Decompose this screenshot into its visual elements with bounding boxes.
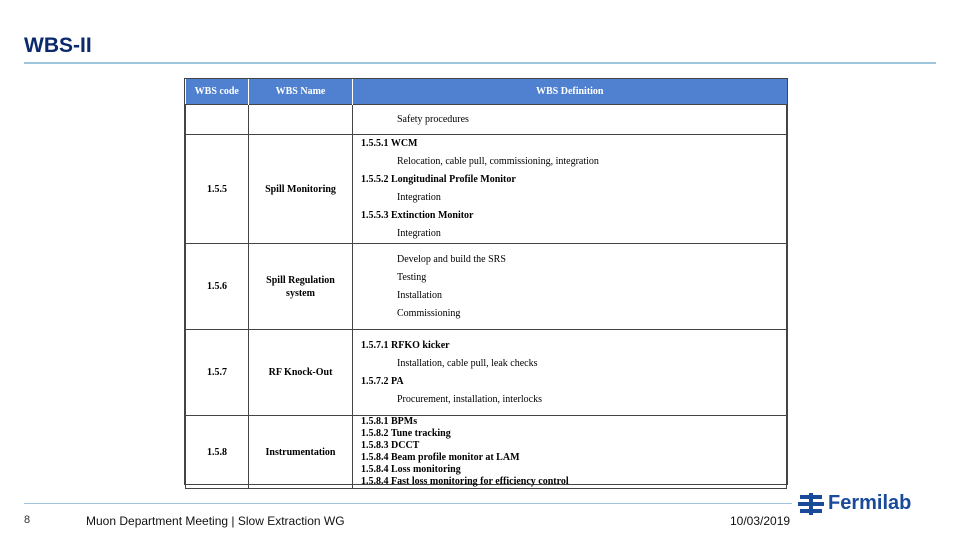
wbs-definition-cell xyxy=(353,416,787,489)
page-number: 8 xyxy=(24,514,31,526)
wbs-code-cell: 1.5.8 xyxy=(186,416,249,489)
definition-subitem: 1.5.8.2 Tune tracking xyxy=(361,428,451,439)
definition-detail: Safety procedures xyxy=(397,113,469,125)
wbs-code-cell: 1.5.6 xyxy=(186,244,249,330)
wbs-definition-cell xyxy=(353,135,787,244)
wbs-definition-cell xyxy=(353,330,787,416)
definition-subitem: 1.5.5.1 WCM xyxy=(361,138,418,149)
header-wbs-definition: WBS Definition xyxy=(353,79,787,105)
definition-subitem: 1.5.8.4 Fast loss monitoring for efficiency control xyxy=(361,476,569,487)
table-row xyxy=(186,135,787,244)
definition-detail: Commissioning xyxy=(397,307,461,319)
definition-subitem: 1.5.7.2 PA xyxy=(361,375,404,387)
definition-subitem: 1.5.7.1 RFKO kicker xyxy=(361,339,450,351)
definition-subitem: 1.5.8.4 Beam profile monitor at LAM xyxy=(361,452,520,463)
footer-date: 10/03/2019 xyxy=(730,514,791,528)
definition-detail: Procurement, installation, interlocks xyxy=(397,393,542,405)
definition-subitem: 1.5.8.3 DCCT xyxy=(361,440,420,451)
definition-detail: Testing xyxy=(397,271,427,283)
definition-subitem: 1.5.5.3 Extinction Monitor xyxy=(361,210,474,221)
wbs-definition-cell xyxy=(353,105,787,135)
slide-title: WBS-II xyxy=(24,34,92,57)
table-row xyxy=(186,105,787,135)
header-wbs-name: WBS Name xyxy=(249,79,353,105)
wbs-name-cell: Spill Monitoring xyxy=(249,135,353,244)
title-divider xyxy=(24,62,936,64)
definition-detail: Relocation, cable pull, commissioning, integration xyxy=(397,156,599,167)
wbs-table xyxy=(185,79,787,489)
definition-detail: Integration xyxy=(397,228,441,239)
wbs-table-container xyxy=(184,78,788,485)
wbs-name-cell: Instrumentation xyxy=(249,416,353,489)
table-row xyxy=(186,416,787,489)
definition-detail: Installation xyxy=(397,289,442,301)
wbs-name-cell xyxy=(249,105,353,135)
table-header-row xyxy=(186,79,787,105)
table-body xyxy=(186,105,787,489)
wbs-definition-cell xyxy=(353,244,787,330)
table-row xyxy=(186,330,787,416)
header-wbs-code: WBS code xyxy=(186,79,249,105)
definition-subitem: 1.5.8.4 Loss monitoring xyxy=(361,464,461,475)
definition-subitem: 1.5.5.2 Longitudinal Profile Monitor xyxy=(361,174,516,185)
logo-text: Fermilab xyxy=(828,492,912,514)
wbs-code-cell: 1.5.5 xyxy=(186,135,249,244)
definition-detail: Integration xyxy=(397,192,441,203)
table-row xyxy=(186,244,787,330)
fermilab-logo xyxy=(798,492,911,515)
wbs-name-cell: RF Knock-Out xyxy=(249,330,353,416)
fermilab-logo-icon xyxy=(798,493,824,515)
definition-detail: Develop and build the SRS xyxy=(397,253,506,265)
wbs-code-cell xyxy=(186,105,249,135)
wbs-code-cell: 1.5.7 xyxy=(186,330,249,416)
footer-divider xyxy=(24,503,792,504)
wbs-name-cell: Spill Regulation system xyxy=(249,244,353,330)
definition-detail: Installation, cable pull, leak checks xyxy=(397,357,538,369)
definition-subitem: 1.5.8.1 BPMs xyxy=(361,416,418,427)
footer-text: Muon Department Meeting | Slow Extraction WG xyxy=(86,514,345,528)
